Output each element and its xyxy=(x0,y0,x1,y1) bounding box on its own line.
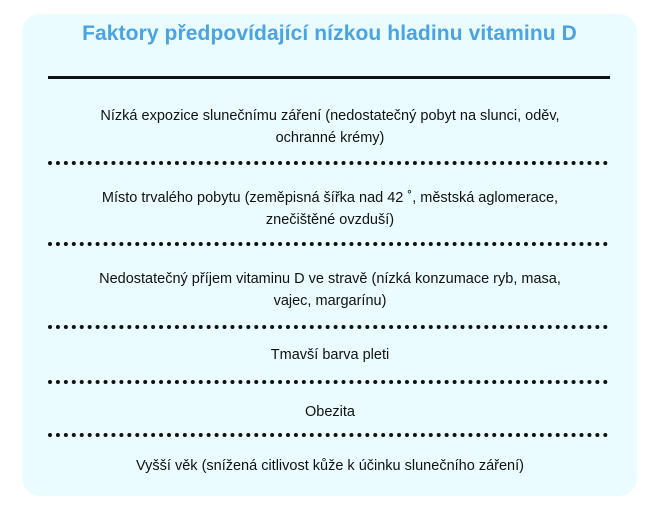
factor-text-line: Nízká expozice slunečnímu záření (nedostatečný pobyt na slunci, oděv, xyxy=(100,108,560,124)
factor-obesity xyxy=(40,401,620,423)
factor-diet xyxy=(40,268,620,312)
factor-residence xyxy=(40,187,620,231)
factor-text-line: Obezita xyxy=(305,404,355,420)
factor-text-line: Vyšší věk (snížená citlivost kůže k účinku slunečního záření) xyxy=(136,458,524,474)
factor-text-line: vajec, margarínu) xyxy=(273,293,387,309)
dotted-divider xyxy=(48,433,608,437)
factor-text-line: Tmavší barva pleti xyxy=(270,347,390,363)
factor-age xyxy=(40,455,620,477)
info-card xyxy=(22,14,637,496)
dotted-divider xyxy=(48,161,608,165)
page-title: Faktory předpovídající nízkou hladinu vitaminu D xyxy=(82,22,577,45)
factor-text-line: znečištěné ovzduší) xyxy=(265,212,395,228)
dotted-divider xyxy=(48,380,608,384)
dotted-divider xyxy=(48,242,608,246)
factor-text-line: Nedostatečný příjem vitaminu D ve stravě (nízká konzumace ryb, masa, xyxy=(99,271,561,287)
title-divider xyxy=(48,76,610,79)
factor-sun-exposure xyxy=(40,105,620,149)
dotted-divider xyxy=(48,325,608,329)
factor-text-line: ochranné krémy) xyxy=(275,130,385,146)
factor-text-line: Místo trvalého pobytu (zeměpisná šířka nad 42 ˚, městská aglomerace, xyxy=(101,190,559,206)
factor-skin-color xyxy=(40,344,620,366)
